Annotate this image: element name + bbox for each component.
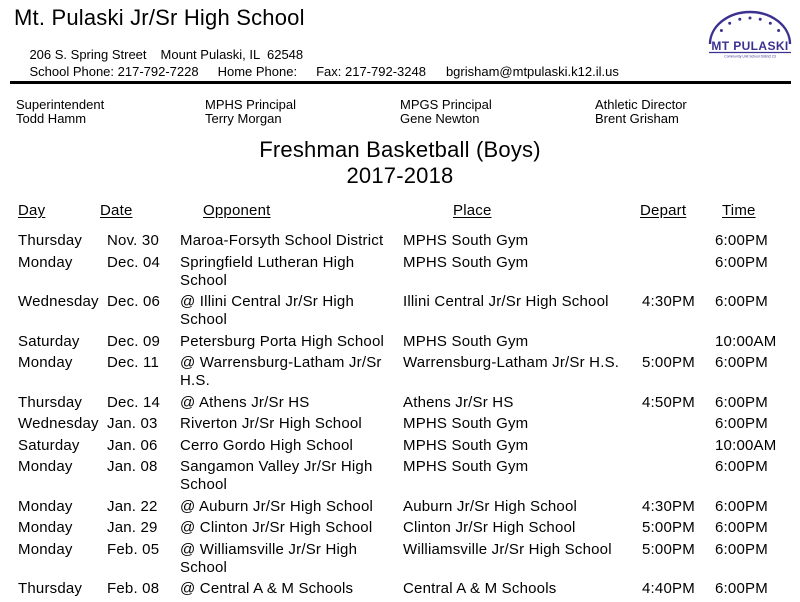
schedule-cell-day: Wednesday <box>18 293 99 310</box>
schedule-cell-time: 6:00PM <box>715 497 768 515</box>
schedule-cell-date: Jan. 29 <box>107 519 158 536</box>
staff-member <box>400 98 595 126</box>
schedule-cell-time: 6:00PM <box>715 458 768 475</box>
schedule-cell-depart: 4:30PM <box>642 497 695 515</box>
schedule-cell-depart: 4:40PM <box>642 580 695 597</box>
staff-section <box>0 98 800 126</box>
schedule-cell-place: MPHS South Gym <box>403 458 529 475</box>
schedule-cell-date: Nov. 30 <box>107 232 159 249</box>
page-title: Freshman Basketball (Boys) <box>259 137 541 162</box>
schedule-cell-opponent: Maroa-Forsyth School District <box>180 232 384 249</box>
schedule-cell-date: Dec. 14 <box>107 393 161 411</box>
schedule-cell-place: Auburn Jr/Sr High School <box>403 497 578 515</box>
staff-name: Terry Morgan <box>205 111 282 126</box>
school-phone: School Phone: 217-792-7228 <box>29 64 199 79</box>
schedule-body <box>0 232 800 598</box>
address-street: 206 S. Spring Street <box>29 47 147 62</box>
schedule-cell-time: 10:00AM <box>715 436 777 454</box>
schedule-cell-date: Jan. 22 <box>107 497 158 515</box>
schedule-cell-day: Thursday <box>18 580 83 597</box>
schedule-cell-opponent: @ Williamsville Jr/Sr High School <box>180 540 358 576</box>
schedule-cell-opponent: @ Warrensburg-Latham Jr/Sr H.S. <box>180 354 382 389</box>
schedule-cell-time: 6:00PM <box>715 393 768 411</box>
schedule-cell-date: Jan. 03 <box>107 415 158 432</box>
schedule-cell-date: Dec. 11 <box>107 354 159 371</box>
title-block <box>0 137 800 189</box>
staff-member <box>16 98 205 126</box>
schedule-row <box>0 415 800 433</box>
schedule-cell-time: 10:00AM <box>715 332 777 350</box>
fax-number: Fax: 217-792-3248 <box>316 64 426 79</box>
schedule-cell-opponent: @ Illini Central Jr/Sr High School <box>180 293 355 328</box>
schedule-cell-date: Jan. 08 <box>107 458 158 475</box>
schedule-cell-day: Thursday <box>18 393 83 411</box>
col-header-depart: Depart <box>640 202 687 219</box>
schedule-row <box>0 333 800 351</box>
home-phone: Home Phone: <box>217 64 298 79</box>
schedule-cell-day: Monday <box>18 519 73 536</box>
schedule-cell-opponent: Sangamon Valley Jr/Sr High School <box>180 458 373 493</box>
schedule-cell-time: 6:00PM <box>715 253 768 271</box>
staff-title: Superintendent <box>16 97 105 112</box>
staff-title: Athletic Director <box>595 97 687 112</box>
schedule-row <box>0 437 800 455</box>
schedule-cell-opponent: Petersburg Porta High School <box>180 332 385 350</box>
schedule-cell-depart: 4:30PM <box>642 293 695 310</box>
schedule-cell-opponent: @ Central A & M Schools <box>180 580 354 597</box>
schedule-cell-date: Feb. 08 <box>107 580 160 597</box>
schedule-cell-place: Clinton Jr/Sr High School <box>403 519 576 536</box>
schedule-cell-day: Wednesday <box>18 415 99 432</box>
schedule-row <box>0 232 800 250</box>
schedule-cell-place: MPHS South Gym <box>403 253 529 271</box>
schedule-cell-time: 6:00PM <box>715 519 768 536</box>
schedule-cell-day: Monday <box>18 253 73 271</box>
staff-name: Gene Newton <box>400 111 480 126</box>
logo-star-dots <box>720 17 780 33</box>
schedule-cell-date: Dec. 06 <box>107 293 161 310</box>
contact-line <box>15 49 619 94</box>
staff-name: Brent Grisham <box>595 111 679 126</box>
col-header-day: Day <box>18 202 46 219</box>
header-divider <box>10 81 791 84</box>
schedule-cell-depart: 5:00PM <box>642 354 695 371</box>
schedule-cell-depart: 5:00PM <box>642 540 695 558</box>
schedule-cell-day: Saturday <box>18 332 80 350</box>
col-header-opponent: Opponent <box>203 202 271 219</box>
schedule-cell-place: Athens Jr/Sr HS <box>403 393 514 411</box>
schedule-cell-place: MPHS South Gym <box>403 415 529 432</box>
schedule-row <box>0 394 800 412</box>
schedule-cell-date: Feb. 05 <box>107 540 160 558</box>
schedule-row <box>0 354 800 390</box>
schedule-cell-place: Williamsville Jr/Sr High School <box>403 540 612 558</box>
schedule-cell-place: Warrensburg-Latham Jr/Sr H.S. <box>403 354 620 371</box>
schedule-row <box>0 541 800 577</box>
staff-name: Todd Hamm <box>16 111 87 126</box>
schedule-row <box>0 293 800 329</box>
schedule-cell-place: Central A & M Schools <box>403 580 557 597</box>
staff-member <box>595 98 800 126</box>
schedule-cell-place: MPHS South Gym <box>403 232 529 249</box>
schedule-cell-time: 6:00PM <box>715 354 768 371</box>
district-logo <box>706 3 794 59</box>
staff-title: MPGS Principal <box>400 97 492 112</box>
schedule-cell-time: 6:00PM <box>715 580 768 597</box>
school-name: Mt. Pulaski Jr/Sr High School <box>14 5 305 30</box>
schedule-cell-day: Monday <box>18 458 73 475</box>
schedule-cell-opponent: @ Clinton Jr/Sr High School <box>180 519 373 536</box>
schedule-row <box>0 458 800 494</box>
schedule-row <box>0 254 800 290</box>
schedule-row <box>0 498 800 516</box>
schedule-row <box>0 580 800 598</box>
schedule-table <box>0 202 800 602</box>
schedule-cell-opponent: @ Auburn Jr/Sr High School <box>180 497 374 515</box>
schedule-cell-day: Monday <box>18 354 73 371</box>
schedule-cell-place: Illini Central Jr/Sr High School <box>403 293 609 310</box>
schedule-cell-time: 6:00PM <box>715 232 768 249</box>
staff-title: MPHS Principal <box>205 97 297 112</box>
schedule-cell-time: 6:00PM <box>715 415 768 432</box>
schedule-cell-depart: 4:50PM <box>642 393 695 411</box>
schedule-cell-depart: 5:00PM <box>642 519 695 536</box>
logo-text: MT PULASKI <box>711 39 789 53</box>
schedule-cell-opponent: Riverton Jr/Sr High School <box>180 415 362 432</box>
schedule-cell-opponent: Cerro Gordo High School <box>180 436 354 454</box>
staff-member <box>205 98 400 126</box>
district-logo-graphic <box>706 3 794 59</box>
address-city: Mount Pulaski, IL 62548 <box>160 47 304 62</box>
schedule-cell-date: Dec. 04 <box>107 253 161 271</box>
col-header-date: Date <box>100 202 133 219</box>
schedule-cell-place: MPHS South Gym <box>403 436 529 454</box>
schedule-header-row <box>0 202 800 220</box>
page-subtitle: 2017-2018 <box>346 163 454 188</box>
schedule-cell-day: Thursday <box>18 232 83 249</box>
schedule-cell-opponent: @ Athens Jr/Sr HS <box>180 393 310 411</box>
schedule-row <box>0 519 800 537</box>
col-header-place: Place <box>453 202 492 219</box>
schedule-cell-time: 6:00PM <box>715 293 768 310</box>
schedule-cell-place: MPHS South Gym <box>403 332 529 350</box>
schedule-cell-opponent: Springfield Lutheran High School <box>180 253 355 289</box>
schedule-cell-time: 6:00PM <box>715 540 768 558</box>
schedule-cell-day: Monday <box>18 540 73 558</box>
schedule-cell-day: Monday <box>18 497 73 515</box>
col-header-time: Time <box>722 202 756 219</box>
schedule-cell-date: Jan. 06 <box>107 436 158 454</box>
logo-subtext: Community Unit School District 23 <box>724 54 776 59</box>
email-address: bgrisham@mtpulaski.k12.il.us <box>445 64 619 79</box>
schedule-cell-date: Dec. 09 <box>107 332 161 350</box>
schedule-cell-day: Saturday <box>18 436 80 454</box>
